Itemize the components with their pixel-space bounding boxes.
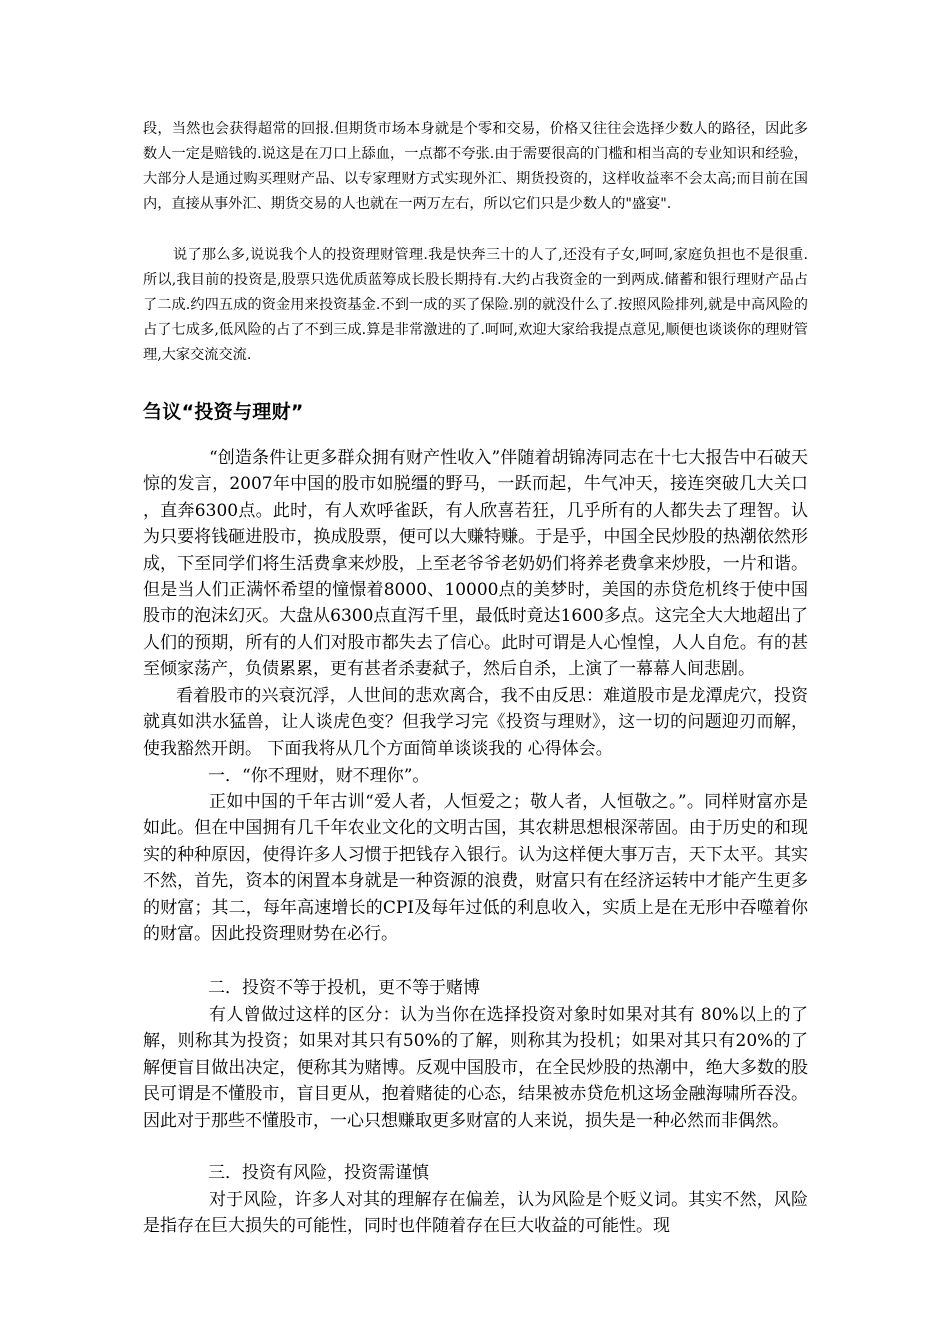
section-2-title: 二．投资不等于投机，更不等于赌博 <box>208 978 480 998</box>
section-2-body: 有人曾做过这样的区分：认为当你在选择投资对象时如果对其有 80%以上的了解，则称其为投资；如果对其只有50%的了解，则称其为投机；如果对其只有20%的了解便盲目做出决定，便称其为赌博。反观中国股市，在全民炒股的热潮中，绝大多数的股民可谓是不懂股市，盲目更从，抱着赌徒的心态，结果被赤贷危机这场金融海啸所吞没。因此对于那些不懂股市，一心只想赚取更多财富的人来说，损失是一种必然而非偶然。 <box>143 1005 808 1131</box>
article-heading: 刍议“投资与理财” <box>143 401 304 423</box>
section-1-body: 正如中国的千年古训“爱人者，人恒爱之；敬人者，人恒敬之。”。同样财富亦是如此。但在中国拥有几千年农业文化的文明古国，其农耕思想根深蒂固。由于历史的和现实的种种原因，使得许多人习惯于把钱存入银行。认为这样便大事万吉，天下太平。其实不然，首先，资本的闲置本身就是一种资源的浪费，财富只有在经济运转中才能产生更多的财富；其二，每年高速增长的CPI及每年过低的利息收入，实质上是在无形中吞噬着你的财富。因此投资理财势在必行。 <box>143 792 808 945</box>
section-3-title: 三．投资有风险，投资需谨慎 <box>208 1163 429 1183</box>
section-1-title: 一．“你不理财，财不理你”。 <box>208 766 430 786</box>
paragraph-reflection: 看着股市的兴衰沉浮，人世间的悲欢离合，我不由反思：难道股市是龙潭虎穴，投资就真如洪水猛兽，让人谈虎色变？但我学习完《投资与理财》，这一切的问题迎刃而解， 使我豁然开朗。 下面我将从几个方面简单谈谈我的 心得体会。 <box>143 686 808 759</box>
paragraph-continuation: 段，当然也会获得超常的回报.但期货市场本身就是个零和交易，价格又往往会选择少数人的路径，因此多数人一定是赔钱的.说这是在刀口上舔血，一点都不夸张.由于需要很高的门槛和相当高的专业知识和经验，大部分人是通过购买理财产品、以专家理财方式实现外汇、期货投资的，这样收益率不会太高;而目前在国内，直接从事外汇、期货交易的人也就在一两万左右，所以它们只是少数人的"盛宴". <box>143 121 808 213</box>
paragraph-personal-investment: 说了那么多,说说我个人的投资理财管理.我是快奔三十的人了,还没有子女,呵呵,家庭负担也不是很重.所以,我目前的投资是,股票只选优质蓝筹成长股长期持有.大约占我资金的一到两成.储蓄和银行理财产品占了二成.约四五成的资金用来投资基金.不到一成的买了保险.别的就没什么了.按照风险排列,就是中高风险的占了七成多,低风险的占了不到三成.算是非常激进的了.呵呵,欢迎大家给我提点意见,顺便也谈谈你的理财管理,大家交流交流. <box>143 247 808 364</box>
section-3-body: 对于风险，许多人对其的理解存在偏差，认为风险是个贬义词。其实不然，风险是指存在巨大损失的可能性，同时也伴随着存在巨大收益的可能性。现 <box>143 1190 808 1237</box>
paragraph-intro: “创造条件让更多群众拥有财产性收入”伴随着胡锦涛同志在十七大报告中石破天惊的发言，2007年中国的股市如脱缰的野马，一跃而起，牛气冲天，接连突破几大关口，直奔6300点。此时，有人欢呼雀跃，有人欣喜若狂，几乎所有的人都失去了理智。认为只要将钱砸进股市，换成股票，便可以大赚特赚。于是乎，中国全民炒股的热潮依然形成，下至同学们将生活费拿来炒股，上至老爷爷老奶奶们将养老费拿来炒股，一片和谐。但是当人们正满怀希望的憧憬着8000、10000点的美梦时，美国的赤贷危机终于使中国股市的泡沫幻灭。大盘从6300点直泻千里，最低时竟达1600多点。这完全大大地超出了人们的预期，所有的人们对股市都失去了信心。此时可谓是人心惶惶，人人自危。有的甚至倾家荡产，负债累累，更有甚者杀妻弑子，然后自杀，上演了一幕幕人间悲剧。 <box>143 448 808 680</box>
